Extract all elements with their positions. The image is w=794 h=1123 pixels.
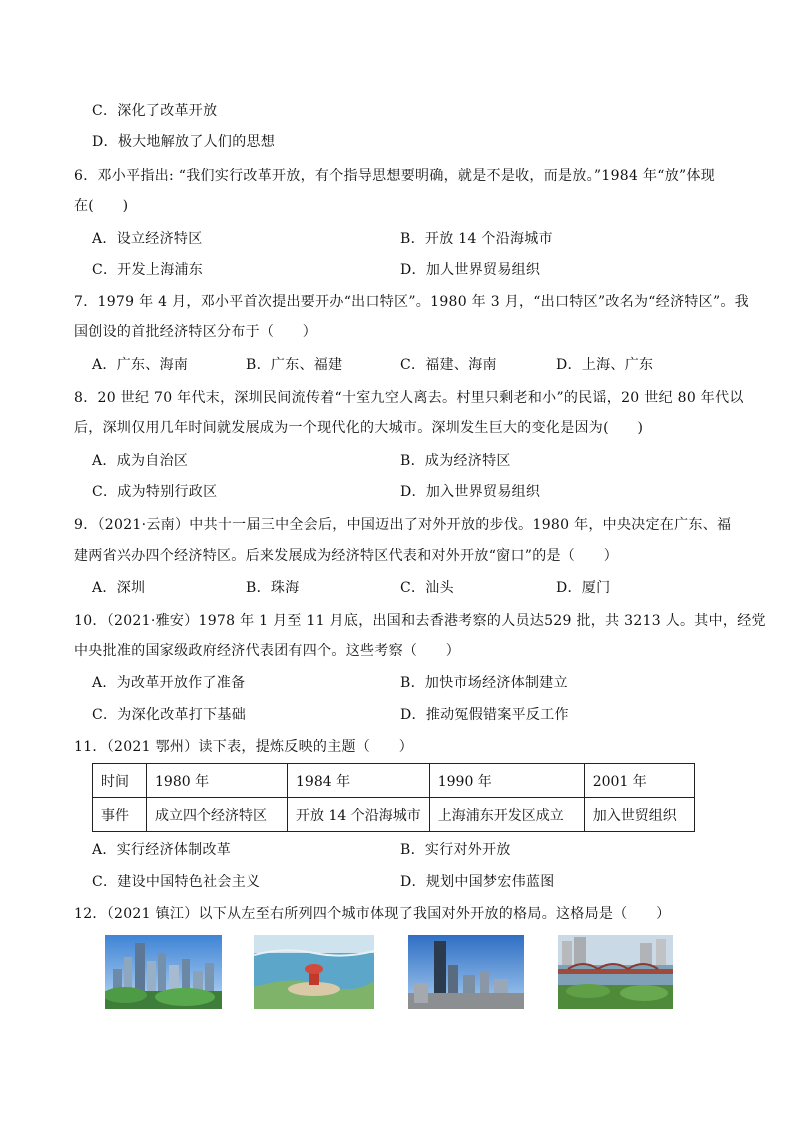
q8-stem-line2: 后，深圳仅用几年时间就发展成为一个现代化的大城市。深圳发生巨大的变化是因为( )	[74, 420, 644, 436]
city-photo-coast	[254, 935, 374, 1009]
q8-option-c: C．成为特别行政区	[92, 484, 218, 500]
q11-option-b: B．实行对外开放	[400, 842, 511, 858]
q10-option-a: A．为改革开放作了准备	[92, 675, 246, 691]
q8-option-d: D．加入世界贸易组织	[400, 484, 541, 500]
table-cell: 2001 年	[584, 764, 694, 798]
table-row	[93, 798, 695, 832]
table-cell: 开放 14 个沿海城市	[288, 798, 430, 832]
table-cell: 加入世贸组织	[584, 798, 694, 832]
q11-option-c: C．建设中国特色社会主义	[92, 874, 261, 890]
city-photo-bridge	[558, 935, 673, 1009]
table-cell: 1984 年	[288, 764, 430, 798]
q9-option-b: B．珠海	[246, 580, 300, 596]
q6-stem-line2: 在( )	[74, 198, 129, 214]
q7-stem-line1: 7．1979 年 4 月，邓小平首次提出要开办“出口特区”。1980 年 3 月，“出口特区”改名为“经济特区”。我	[74, 294, 750, 310]
q11-option-a: A．实行经济体制改革	[92, 842, 232, 858]
q8-stem-line1: 8．20 世纪 70 年代末，深圳民间流传着“十室九空人离去。村里只剩老和小”的民谣，20 世纪 80 年代以	[74, 390, 744, 406]
q11-table	[92, 763, 695, 832]
q10-option-b: B．加快市场经济体制建立	[400, 675, 568, 691]
q6-option-b: B．开放 14 个沿海城市	[400, 231, 553, 247]
table-cell: 成立四个经济特区	[147, 798, 288, 832]
q10-option-c: C．为深化改革打下基础	[92, 707, 247, 723]
q7-option-d: D．上海、广东	[556, 357, 654, 373]
q7-option-c: C．福建、海南	[400, 357, 497, 373]
q8-option-b: B．成为经济特区	[400, 453, 511, 469]
q10-option-d: D．推动冤假错案平反工作	[400, 707, 569, 723]
q11-stem-line1: 11．（2021 鄂州）读下表，提炼反映的主题（ ）	[74, 739, 413, 755]
q12-stem-line1: 12．（2021 镇江）以下从左至右所列四个城市体现了我国对外开放的格局。这格局是（ ）	[74, 906, 671, 922]
q8-option-a: A．成为自治区	[92, 453, 189, 469]
q7-stem-line2: 国创设的首批经济特区分布于（ ）	[74, 324, 318, 340]
q7-option-a: A．广东、海南	[92, 357, 189, 373]
q6-option-d: D．加人世界贸易组织	[400, 262, 541, 278]
q6-stem-line1: 6．邓小平指出: “我们实行改革开放，有个指导思想要明确，就是不是收，而是放。”1984 年“放”体现	[74, 168, 716, 184]
q9-stem-line2: 建两省兴办四个经济特区。后来发展成为经济特区代表和对外开放“窗口”的是（ ）	[74, 548, 619, 564]
q10-stem-line2: 中央批准的国家级政府经济代表团有四个。这些考察（ ）	[74, 643, 461, 659]
table-cell: 上海浦东开发区成立	[429, 798, 584, 832]
q9-option-a: A．深圳	[92, 580, 146, 596]
q6-option-c: C．开发上海浦东	[92, 262, 204, 278]
q9-option-d: D．厦门	[556, 580, 611, 596]
table-row	[93, 764, 695, 798]
city-photo-tower	[408, 935, 524, 1009]
q9-option-c: C．汕头	[400, 580, 454, 596]
city-photo-skyline	[105, 935, 222, 1009]
table-cell: 1980 年	[147, 764, 288, 798]
q5-option-c: C．深化了改革开放	[92, 103, 218, 119]
table-cell: 时间	[93, 764, 147, 798]
q9-stem-line1: 9．（2021·云南）中共十一届三中全会后，中国迈出了对外开放的步伐。1980 年，中央决定在广东、福	[74, 517, 732, 533]
q6-option-a: A．设立经济特区	[92, 231, 203, 247]
q7-option-b: B．广东、福建	[246, 357, 343, 373]
q5-option-d: D．极大地解放了人们的思想	[92, 134, 276, 150]
table-cell: 事件	[93, 798, 147, 832]
table-cell: 1990 年	[429, 764, 584, 798]
q10-stem-line1: 10．（2021·雅安）1978 年 1 月至 11 月底，出国和去香港考察的人员达529 批，共 3213 人。其中，经党	[74, 613, 766, 629]
q11-option-d: D．规划中国梦宏伟蓝图	[400, 874, 555, 890]
